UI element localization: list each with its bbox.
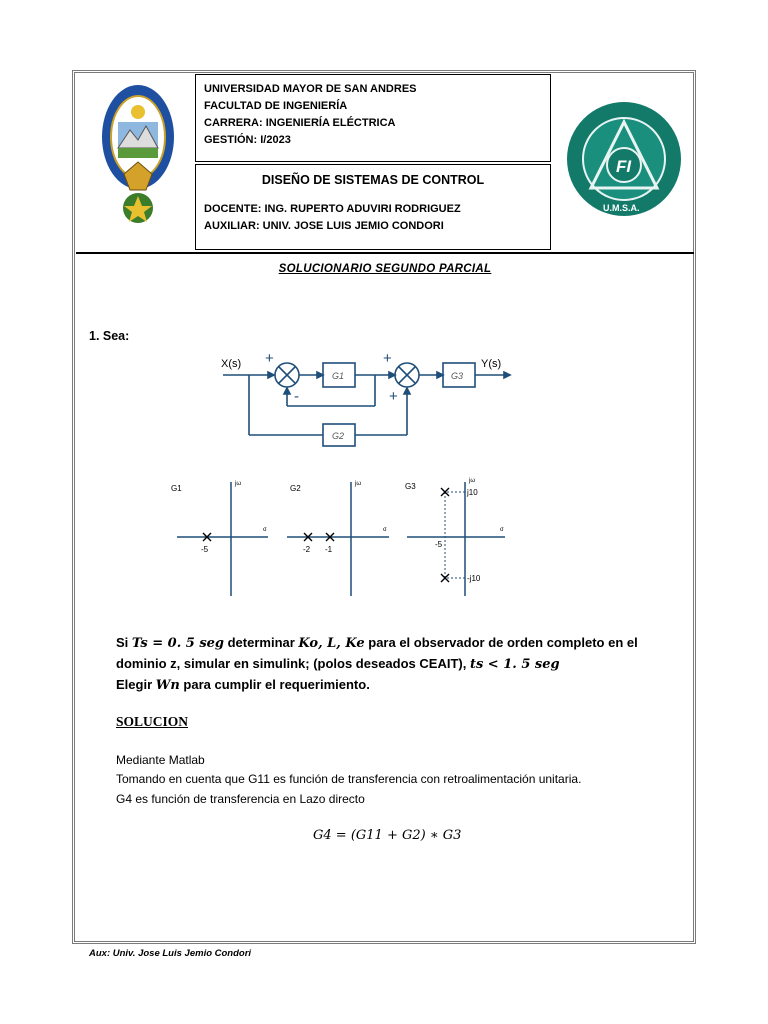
umsa-logo-text: U.M.S.A. — [603, 203, 640, 213]
faculty-name: FACULTAD DE INGENIERÍA — [204, 100, 348, 112]
plot-g2-jw: jω — [355, 481, 362, 487]
plot-g2-pole2-label: -1 — [325, 545, 333, 554]
block-diagram — [215, 348, 515, 448]
plot-g1-jw: jω — [235, 481, 242, 487]
input-label: X(s) — [221, 358, 242, 370]
plot-g2-sigma: σ — [383, 527, 387, 533]
block-g1-label: G1 — [332, 371, 345, 381]
header-institution-box — [195, 74, 551, 162]
plot-g1-label: G1 — [171, 484, 182, 493]
term: GESTIÓN: I/2023 — [204, 134, 291, 146]
umsa-crest-logo — [98, 82, 178, 230]
sign-plus-2: + — [383, 350, 392, 367]
plot-g3-label: G3 — [405, 482, 416, 491]
statement-line-1: Si Ts = 0. 5 seg determinar Ko, L, Ke para el observador de orden completo en el — [116, 635, 638, 651]
fi-initials: FI — [616, 157, 632, 176]
assistant-name: AUXILIAR: UNIV. JOSE LUIS JEMIO CONDORI — [204, 220, 444, 232]
university-name: UNIVERSIDAD MAYOR DE SAN ANDRES — [204, 83, 417, 95]
plot-g2-label: G2 — [290, 484, 301, 493]
block-g3-label: G3 — [451, 371, 464, 381]
header-course-box — [195, 164, 551, 250]
solution-line-3: G4 es función de transferencia en Lazo directo — [116, 792, 365, 806]
career-name: CARRERA: INGENIERÍA ELÉCTRICA — [204, 117, 396, 129]
plot-g3-pole-down-label: -j10 — [467, 574, 481, 583]
output-label: Y(s) — [481, 358, 502, 370]
sign-plus-1: + — [265, 350, 274, 367]
plot-g1-pole-label: -5 — [201, 545, 209, 554]
solution-heading: SOLUCION — [116, 714, 189, 729]
plot-g3-jw: jω — [469, 478, 476, 484]
solution-line-2: Tomando en cuenta que G11 es función de transferencia con retroalimentación unitaria. — [116, 772, 582, 786]
plot-g3-pole-up-label: j10 — [467, 488, 478, 497]
statement-line-2: dominio z, simular en simulink; (polos deseados CEAIT), ts < 1. 5 seg — [116, 656, 560, 672]
plot-g3-sigma: σ — [500, 527, 504, 533]
statement-line-3: Elegir Wn para cumplir el requerimiento. — [116, 677, 370, 693]
teacher-name: DOCENTE: ING. RUPERTO ADUVIRI RODRIGUEZ — [204, 203, 461, 215]
course-title: DISEÑO DE SISTEMAS DE CONTROL — [261, 173, 485, 187]
sign-plus-3: + — [389, 388, 398, 405]
document-title: SOLUCIONARIO SEGUNDO PARCIAL — [278, 263, 492, 275]
block-g2-label: G2 — [332, 431, 345, 441]
sign-minus: - — [294, 388, 299, 405]
fi-umsa-logo — [565, 100, 683, 218]
solution-line-1: Mediante Matlab — [116, 753, 205, 767]
footer-author: Aux: Univ. Jose Luis Jemio Condori — [89, 948, 252, 959]
equation-g4: G4 = (G11 + G2) ∗ G3 — [313, 828, 462, 843]
plot-g3-pole-real-label: -5 — [435, 540, 443, 549]
question-number: 1. Sea: — [89, 329, 130, 343]
plot-g2-pole1-label: -2 — [303, 545, 311, 554]
plot-g1-sigma: σ — [263, 527, 267, 533]
pole-plots — [165, 474, 515, 600]
